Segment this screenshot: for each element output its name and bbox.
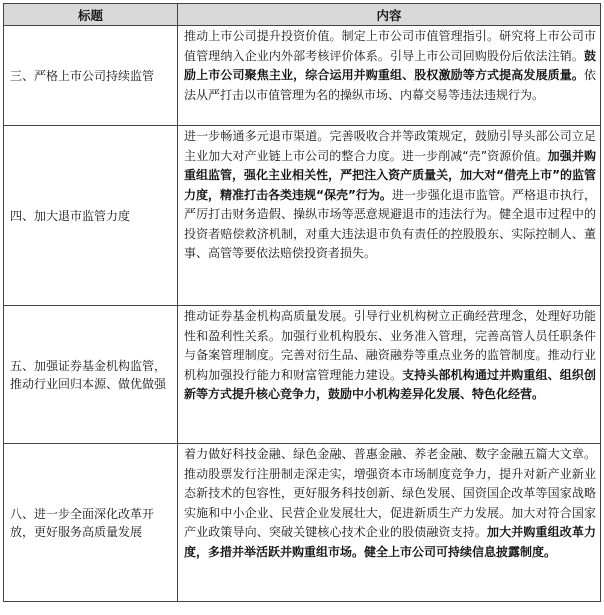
content-text: 推动上市公司提升投资价值。制定上市公司市值管理指引。研究将上市公司市值管理纳入企业内外部考核评价体系。引导上市公司回购股份后依法注销。	[184, 29, 596, 63]
table-row	[4, 306, 601, 444]
table-header-row	[4, 4, 601, 26]
content-text-bold: 支持头部机构通过并购重组、组织创新等方式提升核心竞争力，鼓励中小机构差异化发展、特色化经营。	[184, 367, 596, 401]
header-content: 内容	[178, 4, 601, 26]
content-text-bold: 加大并购重组改革力度，多措并举活跃并购重组市场。健全上市公司可持续信息披露制度。	[184, 525, 596, 559]
content-text: 进一步强化退市监管。严格退市执行，严厉打击财务造假、操纵市场等恶意规避退市的违法行为。健全退市过程中的投资者赔偿救济机制，对重大违法退市负有责任的控股股东、实际控制人、董事、高管等要依法赔偿投资者损失。	[184, 187, 596, 260]
content-text-bold: 加强并购重组监管，强化主业相关性，严把注入资产质量关，加大对“借壳上市”的监管力度，精准打击各类违规“保壳”行为。	[184, 148, 596, 202]
content-text: 推动证券基金机构高质量发展。引导行业机构树立正确经营理念，处理好功能性和盈利性关系。加强行业机构股东、业务准入管理，完善高管人员任职条件与备案管理制度。完善对衍生品、融资融券等重点业务的监管制度。推动行业机构加强投行能力和财富管理能力建设。	[184, 309, 596, 382]
row-title: 八、进一步全面深化改革开放，更好服务高质量发展	[4, 444, 178, 602]
content-text: 依法从严打击以市值管理为名的操纵市场、内幕交易等违法违规行为。	[184, 68, 596, 102]
table-row	[4, 26, 601, 126]
row-title: 三、严格上市公司持续监管	[4, 26, 178, 126]
row-content	[178, 444, 601, 602]
table-row	[4, 126, 601, 306]
row-content	[178, 26, 601, 126]
row-title: 五、加强证券基金机构监管，推动行业回归本源、做优做强	[4, 306, 178, 444]
table-row	[4, 444, 601, 602]
row-title: 四、加大退市监管力度	[4, 126, 178, 306]
header-title: 标题	[4, 4, 178, 26]
row-content	[178, 126, 601, 306]
content-text: 着力做好科技金融、绿色金融、普惠金融、养老金融、数字金融五篇大文章。推动股票发行注册制走深走实，增强资本市场制度竞争力，提升对新产业新业态新技术的包容性，更好服务科技创新、绿色发展、国资国企改革等国家战略实施和中小企业、民营企业发展壮大，促进新质生产力发展。加大对符合国家产业政策导向、突破关键核心技术企业的股债融资支持。	[184, 447, 596, 539]
policy-table	[3, 3, 601, 602]
row-content	[178, 306, 601, 444]
content-text-bold: 鼓励上市公司聚焦主业，综合运用并购重组、股权激励等方式提高发展质量。	[184, 48, 596, 82]
content-text: 进一步畅通多元退市渠道。完善吸收合并等政策规定，鼓励引导头部公司立足主业加大对产业链上市公司的整合力度。进一步削减“壳”资源价值。	[184, 129, 596, 163]
